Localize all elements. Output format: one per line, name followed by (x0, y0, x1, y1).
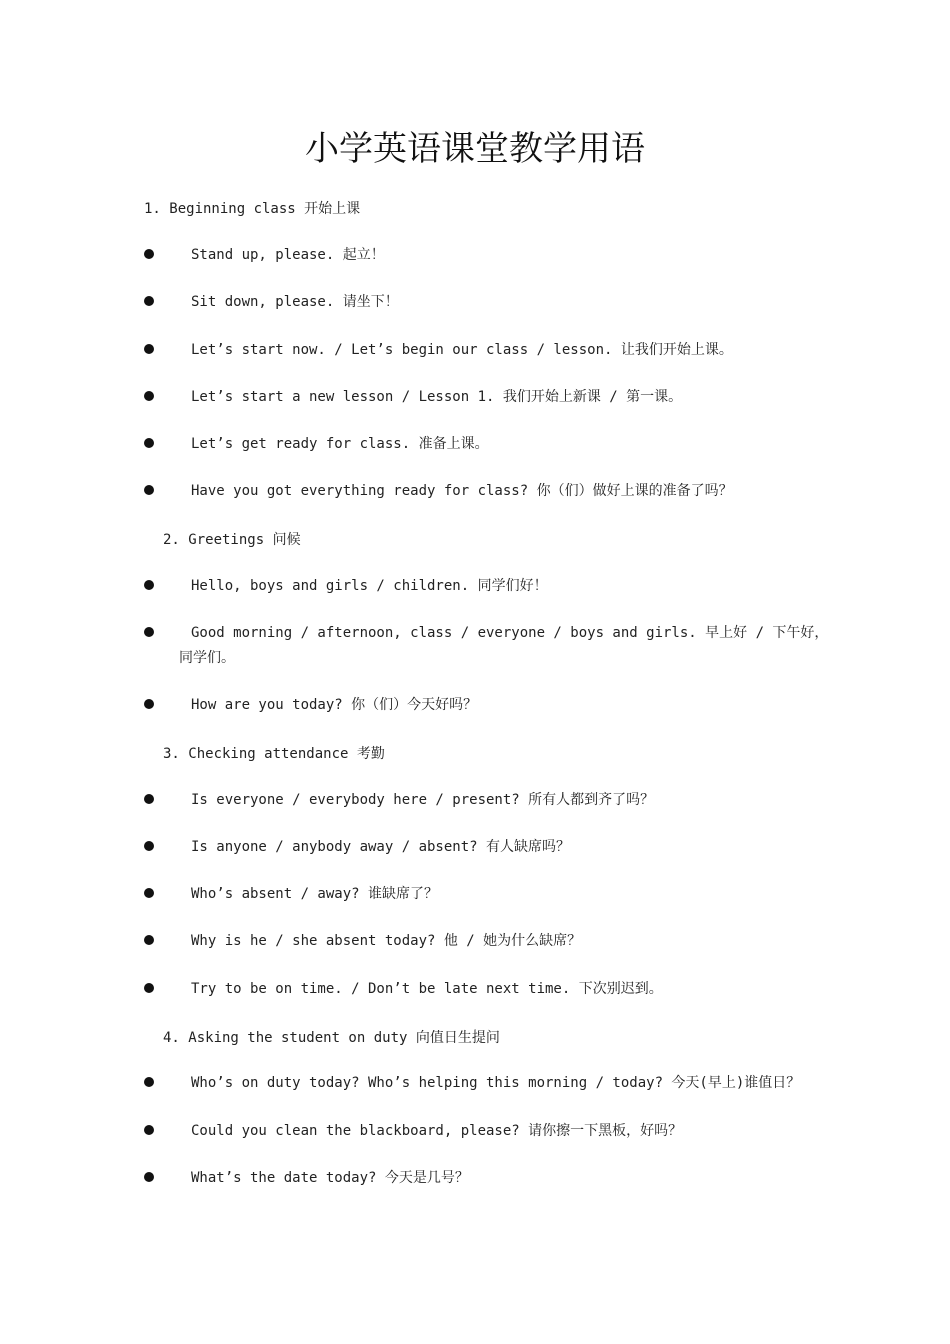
list-item-text: Let’s get ready for class. 准备上课。 (191, 436, 489, 452)
bullet-icon (144, 699, 154, 709)
bullet-icon (144, 249, 154, 259)
list-item-text: What’s the date today? 今天是几号？ (191, 1170, 469, 1186)
list-item-text: Is anyone / anybody away / absent? 有人缺席吗？ (191, 839, 571, 855)
bullet-icon (144, 344, 154, 354)
list-item-continuation: 同学们。 (179, 650, 235, 666)
section-heading-greetings: 2. Greetings 问候 (163, 532, 301, 548)
bullet-icon (144, 794, 154, 804)
list-item-text: Let’s start now. / Let’s begin our class / lesson. 让我们开始上课。 (191, 342, 733, 358)
section-heading-beginning-class: 1. Beginning class 开始上课 (144, 201, 361, 217)
bullet-icon (144, 580, 154, 590)
bullet-icon (144, 983, 154, 993)
list-item-text: Have you got everything ready for class? 你（们）做好上课的准备了吗？ (191, 483, 733, 499)
list-item-text: Is everyone / everybody here / present? 所有人都到齐了吗？ (191, 792, 655, 808)
page-title: 小学英语课堂教学用语 (305, 129, 645, 169)
list-item-text: Who’s on duty today? Who’s helping this morning / today? 今天(早上)谁值日？ (191, 1075, 801, 1091)
section-heading-checking-attendance: 3. Checking attendance 考勤 (163, 746, 385, 762)
bullet-icon (144, 485, 154, 495)
list-item-text: Sit down, please. 请坐下！ (191, 294, 399, 310)
bullet-icon (144, 296, 154, 306)
bullet-icon (144, 391, 154, 401)
bullet-icon (144, 888, 154, 898)
list-item-text: Why is he / she absent today? 他 / 她为什么缺席？ (191, 933, 582, 949)
bullet-icon (144, 935, 154, 945)
list-item-text: How are you today? 你（们）今天好吗？ (191, 697, 478, 713)
bullet-icon (144, 841, 154, 851)
section-heading-student-on-duty: 4. Asking the student on duty 向值日生提问 (163, 1030, 500, 1046)
bullet-icon (144, 1172, 154, 1182)
bullet-icon (144, 627, 154, 637)
bullet-icon (144, 1077, 154, 1087)
list-item-text: Who’s absent / away? 谁缺席了？ (191, 886, 439, 902)
list-item-text: Try to be on time. / Don’t be late next time. 下次别迟到。 (191, 981, 663, 997)
list-item-text: Could you clean the blackboard, please? 请你擦一下黑板，好吗？ (191, 1123, 683, 1139)
list-item-text: Let’s start a new lesson / Lesson 1. 我们开始上新课 / 第一课。 (191, 389, 683, 405)
list-item-text: Stand up, please. 起立！ (191, 247, 385, 263)
bullet-icon (144, 438, 154, 448)
list-item-text: Good morning / afternoon, class / everyone / boys and girls. 早上好 / 下午好， (191, 625, 829, 641)
list-item-text: Hello, boys and girls / children. 同学们好！ (191, 578, 548, 594)
bullet-icon (144, 1125, 154, 1135)
